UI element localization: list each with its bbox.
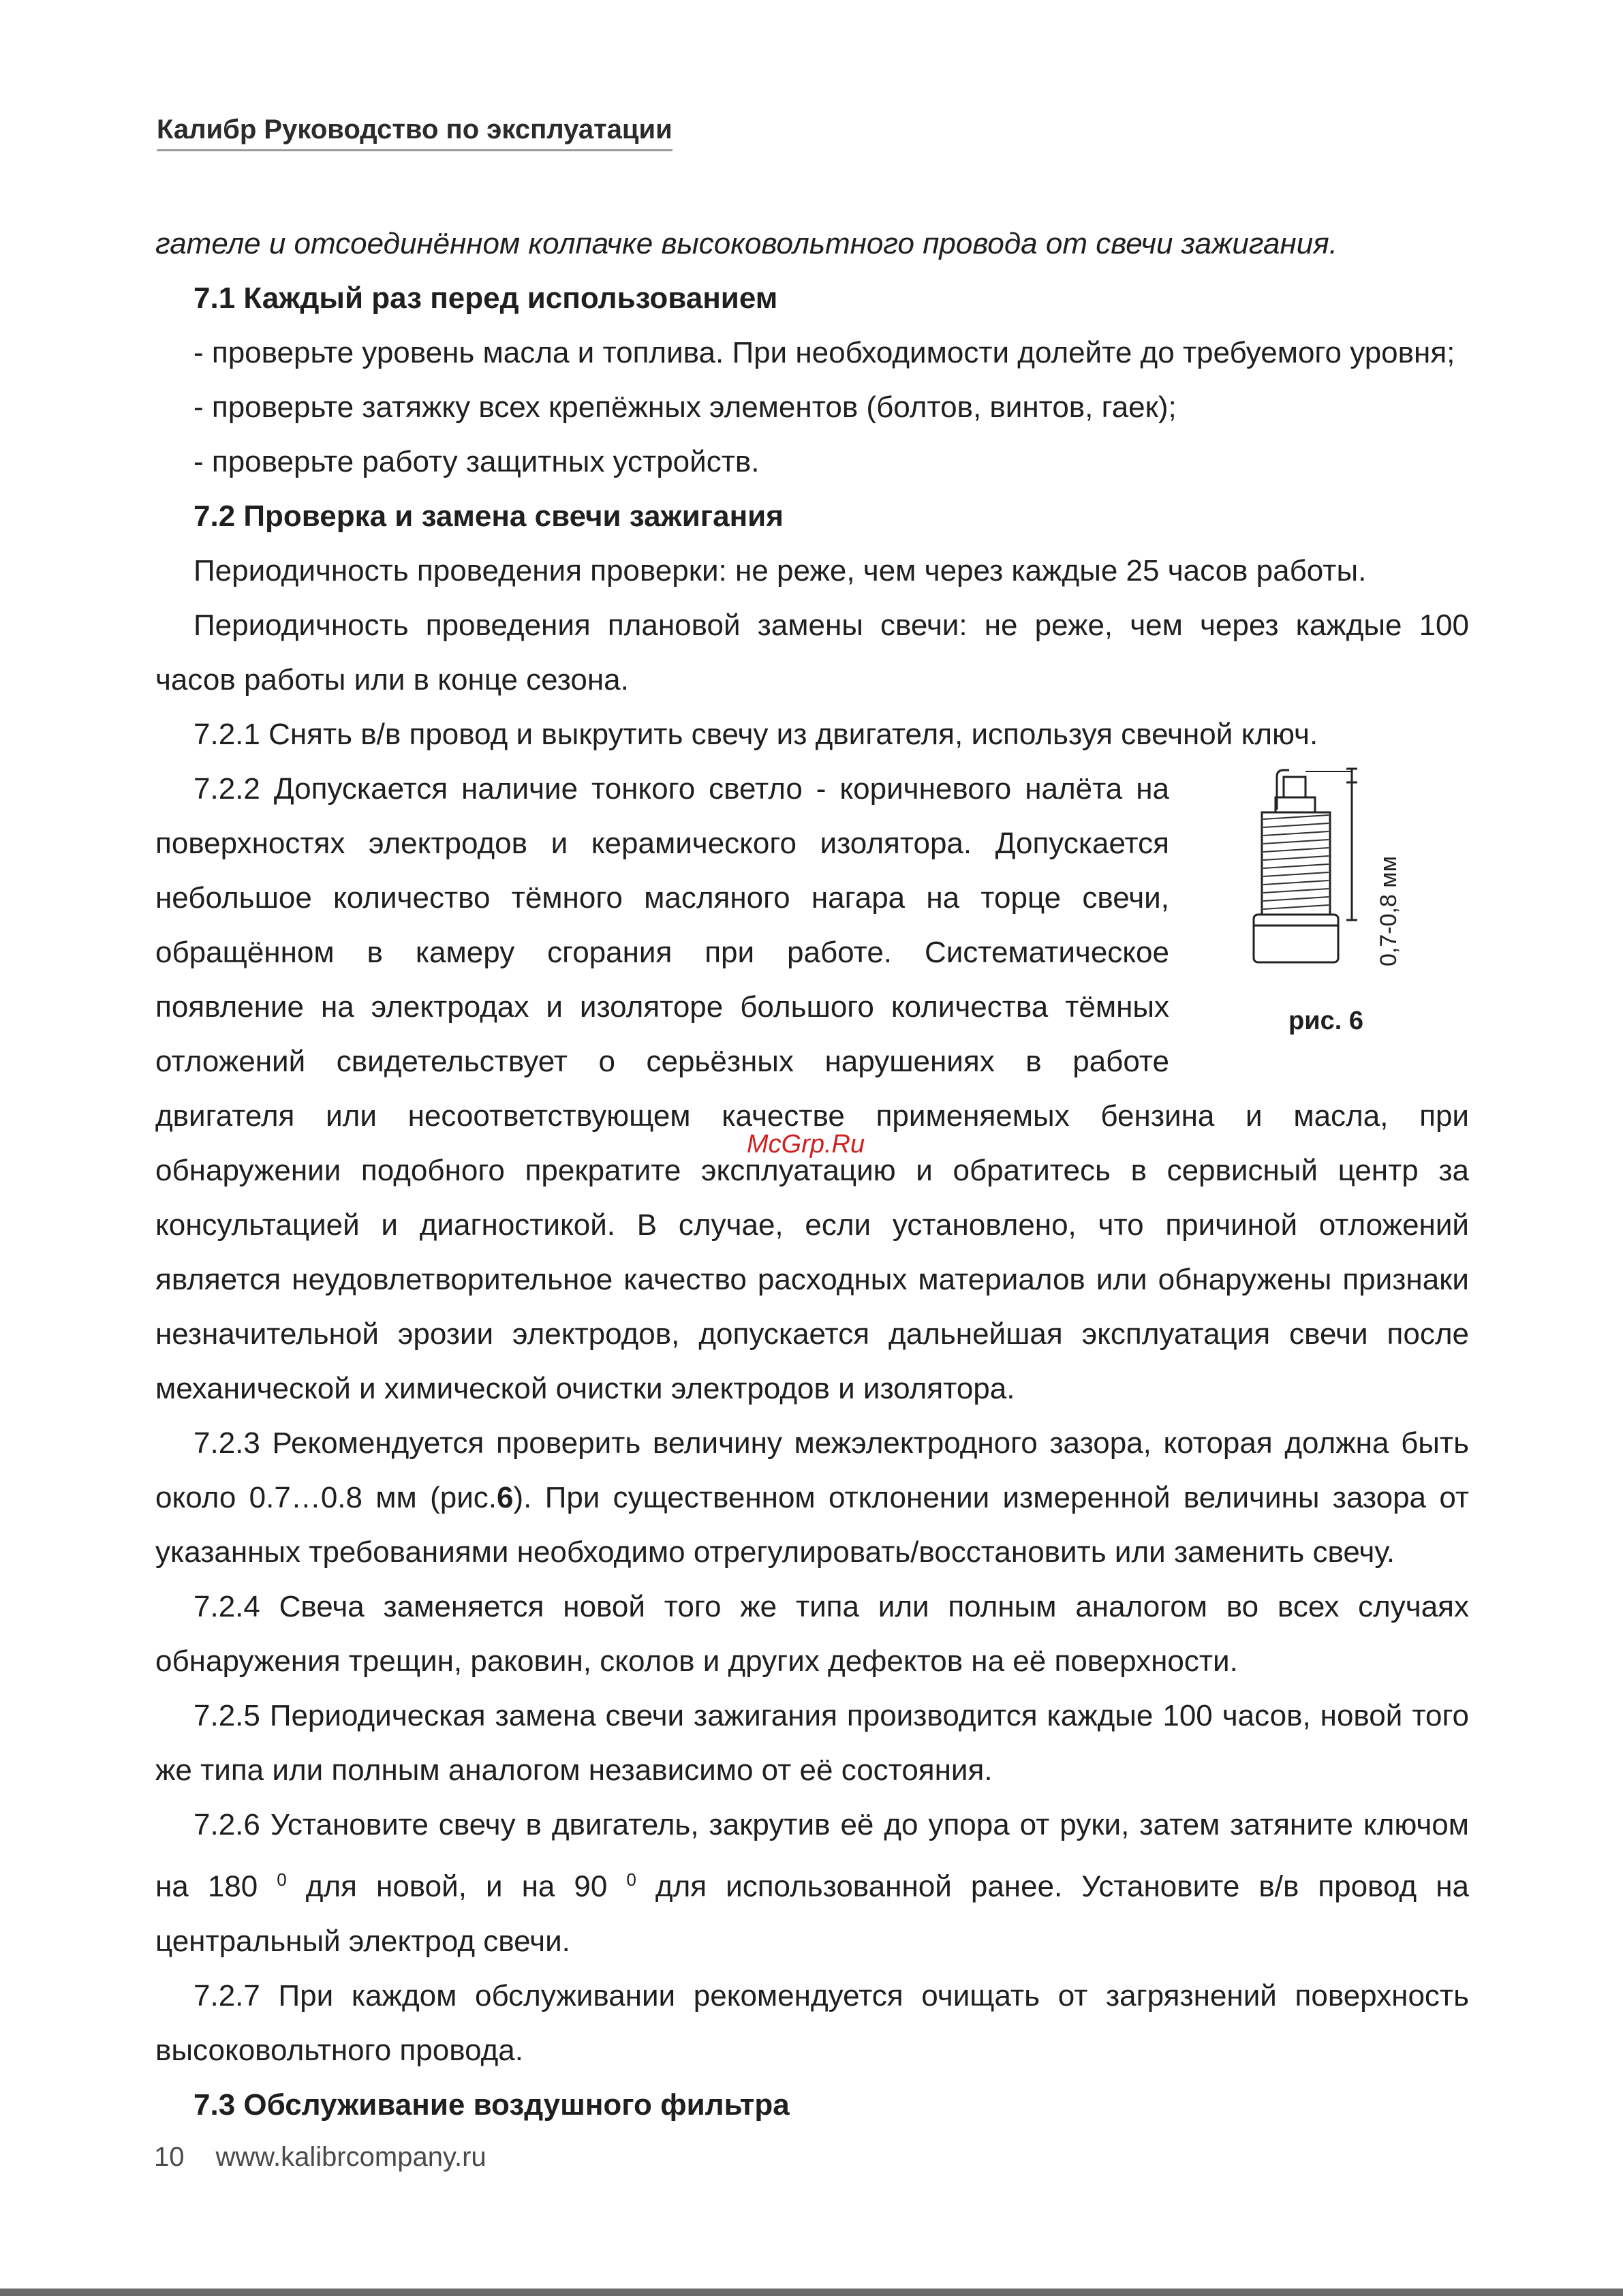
text-run: для использованной ранее. Установите в/в провод на центральный электрод свечи. xyxy=(155,1869,1470,1958)
running-header: Калибр Руководство по эксплуатации xyxy=(157,114,673,151)
spark-plug-icon xyxy=(1196,762,1469,966)
text-run: ). При существенном отклонении измеренной величины зазора от указанных требованиями необходимо отрегулировать/восстановить или заменить свечу. xyxy=(155,1481,1469,1569)
paragraph-check-interval: Периодичность проведения проверки: не реже, чем через каждые 25 часов работы. xyxy=(194,554,1367,587)
text-run: 7.2.6 Установите свечу в двигатель, закрутив её до упора от руки, затем затяните ключом на 180 xyxy=(155,1808,1469,1903)
text-run: 7.2.3 Рекомендуется проверить величину межэлектродного зазора, которая должна быть около 0.7…0.8 мм (рис. xyxy=(155,1426,1469,1514)
checklist-item: - проверьте затяжку всех крепёжных элементов (болтов, винтов, гаек); xyxy=(194,391,1177,424)
page-footer xyxy=(154,2142,486,2173)
footer-url[interactable]: www.kalibrcompany.ru xyxy=(215,2142,486,2172)
spark-plug-figure xyxy=(1196,762,1469,1062)
page-body xyxy=(155,217,1469,2132)
section-heading-7-1: 7.1 Каждый раз перед использованием xyxy=(194,281,778,315)
page-number: 10 xyxy=(154,2142,185,2172)
degree-sup: 0 xyxy=(277,1869,287,1890)
paragraph-7-2-3 xyxy=(155,1416,1469,1580)
gap-dimension-label: 0,7-0,8 мм xyxy=(1376,855,1402,966)
bottom-divider xyxy=(0,2289,1623,2296)
figure-reference: 6 xyxy=(497,1481,514,1514)
degree-sup: 0 xyxy=(626,1869,636,1890)
paragraph-7-2-6 xyxy=(155,1798,1469,1969)
paragraph-7-2-4: 7.2.4 Свеча заменяется новой того же типа или полным аналогом во всех случаях обнаружения трещин, раковин, сколов и других дефектов на её поверхности. xyxy=(155,1590,1469,1678)
watermark: McGrp.Ru xyxy=(747,1130,865,1159)
checklist-item: - проверьте работу защитных устройств. xyxy=(194,445,760,478)
section-heading-7-3: 7.3 Обслуживание воздушного фильтра xyxy=(194,2087,790,2122)
figure-caption: рис. 6 xyxy=(1288,1007,1363,1035)
paragraph-7-2-7: 7.2.7 При каждом обслуживании рекомендуется очищать от загрязнений поверхность высоковольтного провода. xyxy=(155,1978,1469,2067)
checklist-item: - проверьте уровень масла и топлива. При необходимости долейте до требуемого уровня; xyxy=(194,336,1455,369)
text-run: для новой, и на 90 xyxy=(286,1869,627,1903)
paragraph-7-2-5: 7.2.5 Периодическая замена свечи зажигания производится каждые 100 часов, новой того же типа или полным аналогом независимо от её состояния. xyxy=(155,1699,1469,1787)
paragraph-7-2-1: 7.2.1 Снять в/в провод и выкрутить свечу из двигателя, используя свечной ключ. xyxy=(194,718,1318,751)
section-heading-7-2: 7.2 Проверка и замена свечи зажигания xyxy=(194,500,784,533)
paragraph-replace-interval: Периодичность проведения плановой замены свечи: не реже, чем через каждые 100 часов работы или в конце сезона. xyxy=(155,609,1469,697)
paragraph-7-2-2: 7.2.2 Допускается наличие тонкого светло - коричневого налёта на поверхностях электродов и керамического изолятора. Допускается небольшое количество тёмного масляного нагара на торце свечи, обращённом в камеру сгорания при работе. Систематическое появление на электродах и изоляторе большого количества тёмных отложений свидетельствует о серьёзных нарушениях в работе двигателя или несоответствующем качестве применяемых бензина и масла, при обнаружении подобного прекратите эксплуатацию и обратитесь в сервисный центр за консультацией и диагностикой. В случае, если установлено, что причиной отложений является неудовлетворительное качество расходных материалов или обнаружены признаки незначительной эрозии электродов, допускается дальнейшая эксплуатация свечи после механической и химической очистки электродов и изолятора. xyxy=(155,772,1469,1405)
paragraph-continuation: гателе и отсоединённом колпачке высоковольтного провода от свечи зажигания. xyxy=(155,227,1338,260)
